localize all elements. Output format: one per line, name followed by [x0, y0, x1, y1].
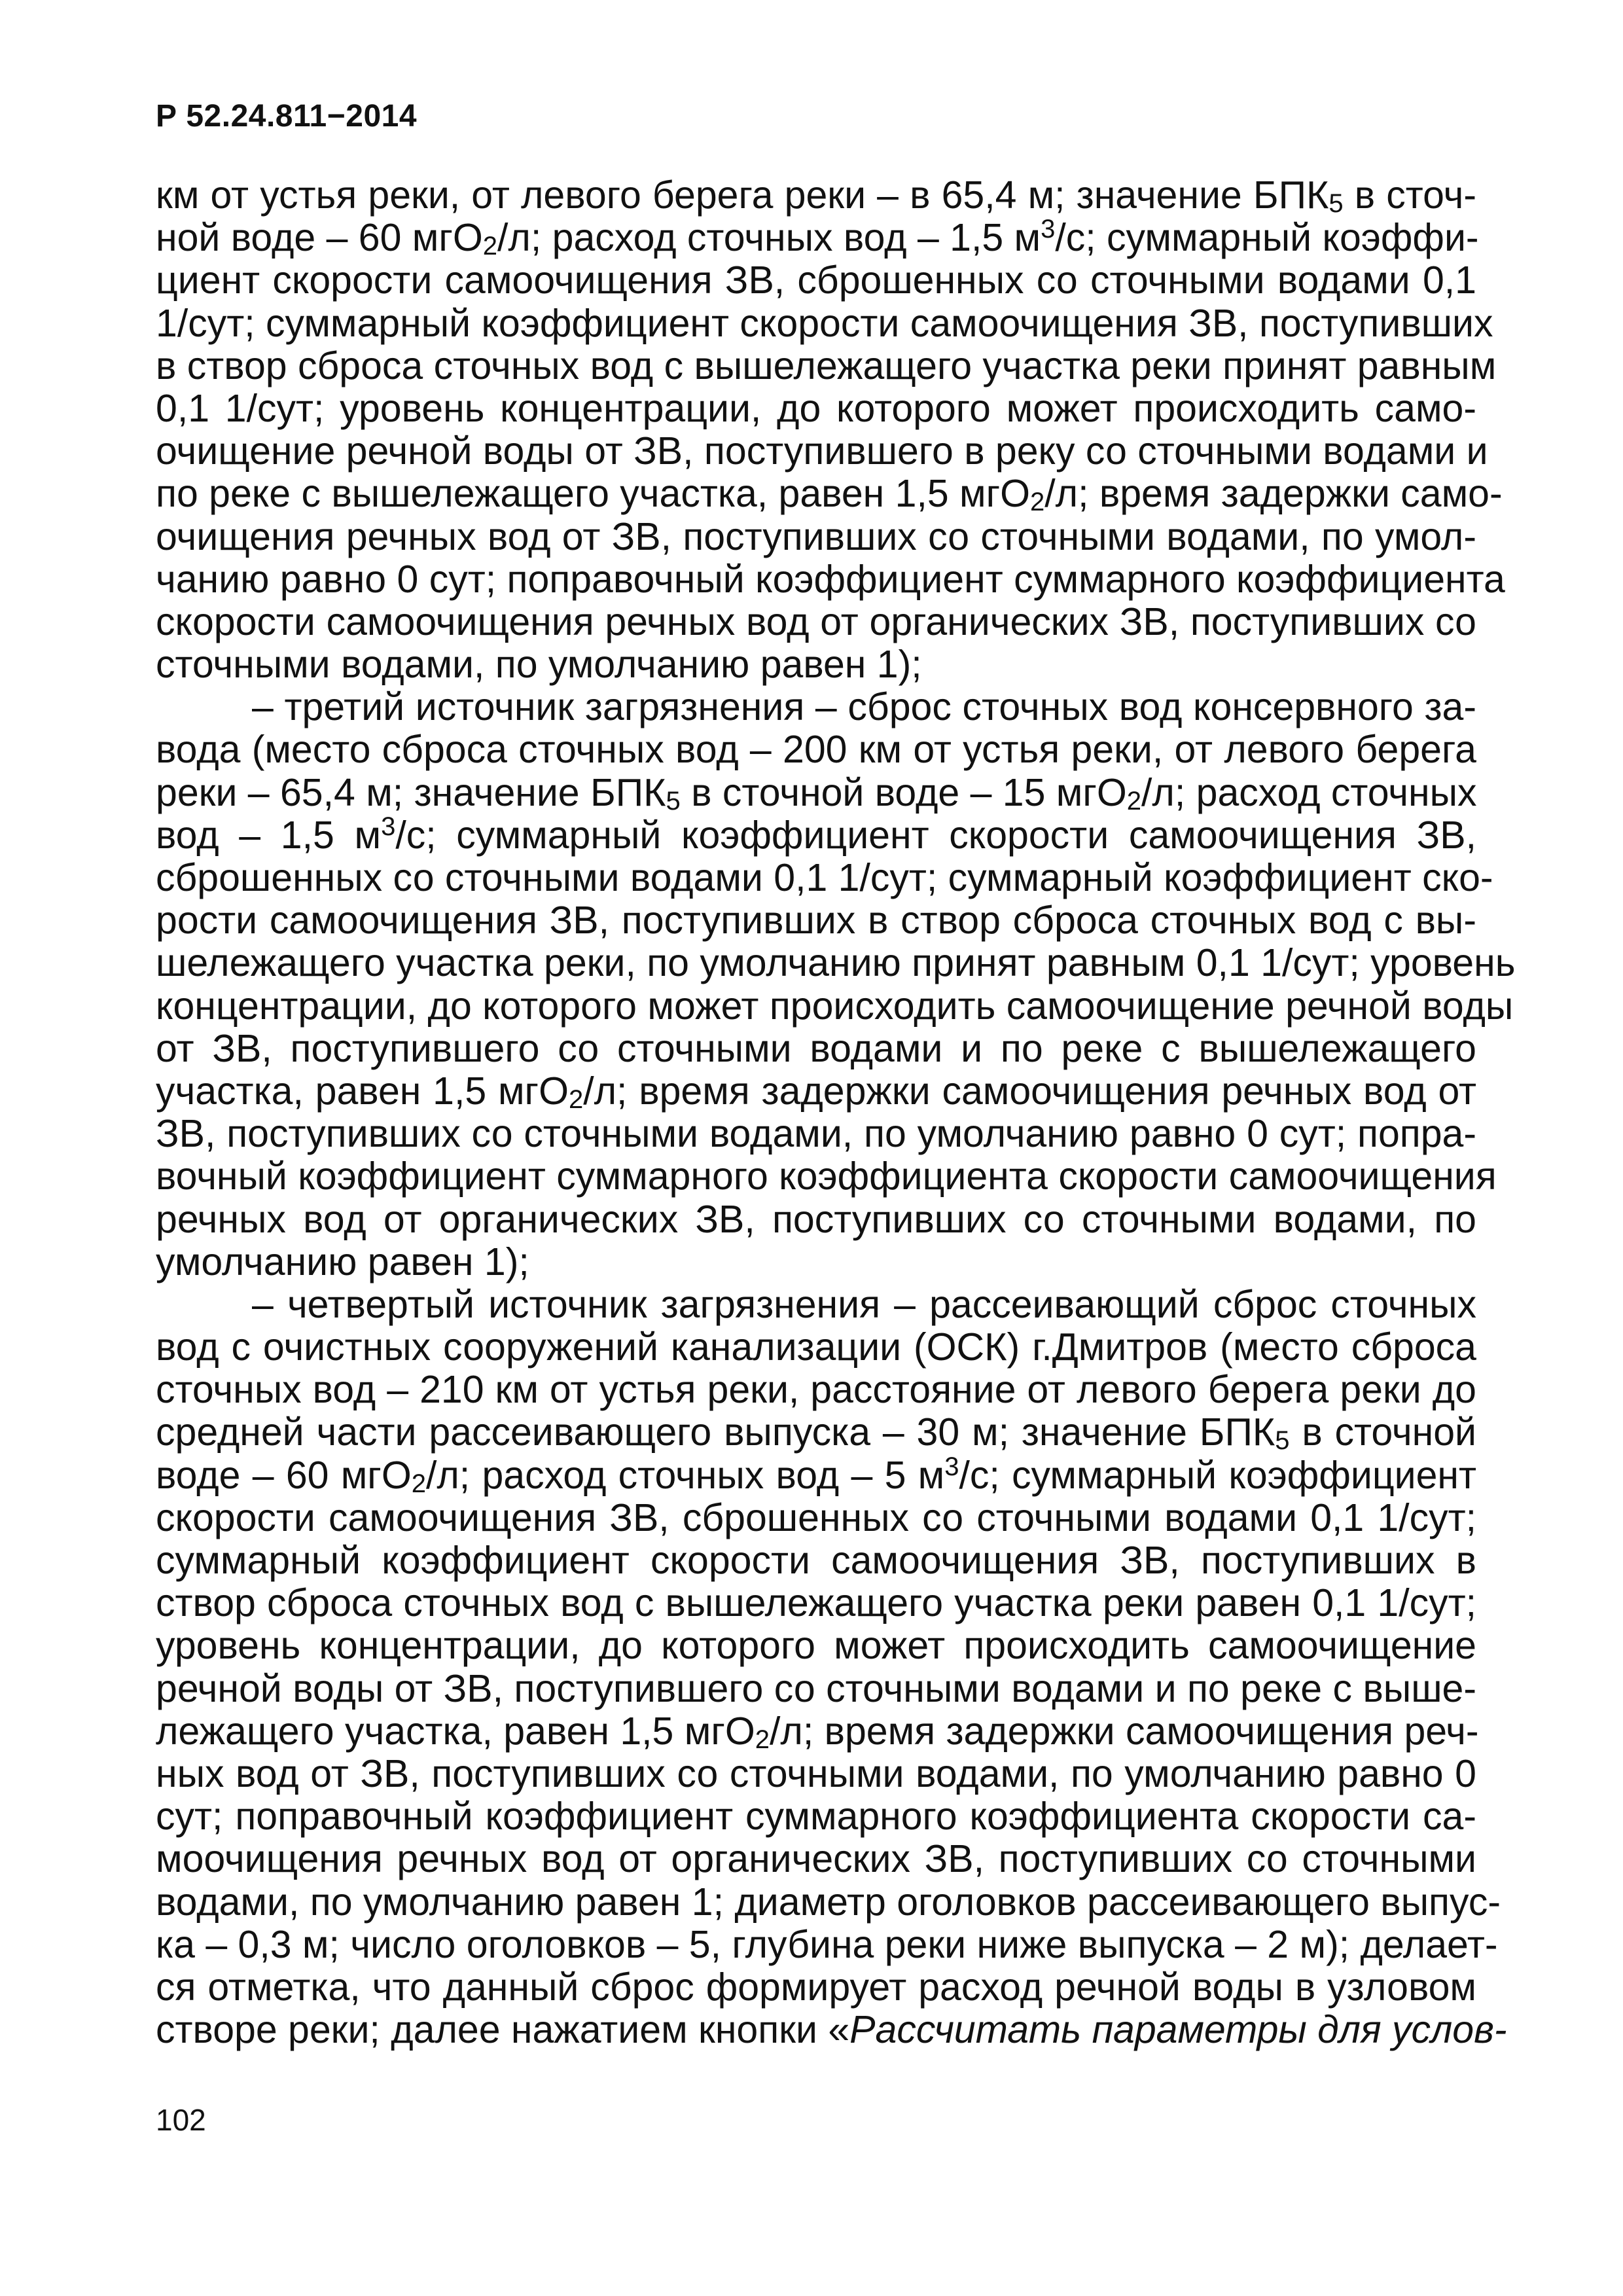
text-line — [156, 601, 1476, 643]
text-run: скорости самоочищения ЗВ, сброшенных со сточными водами 0,1 1/сут; — [156, 1496, 1476, 1539]
text-run: концентрации, до которого может происходить самоочищение речной воды — [156, 984, 1514, 1028]
text-run: створе реки; далее нажатием кнопки « — [156, 2008, 850, 2052]
text-run: вод – 1,5 м — [156, 813, 382, 857]
text-line — [156, 1966, 1476, 2009]
subscript: 5 — [666, 786, 681, 816]
text-run: чанию равно 0 сут; поправочный коэффициент суммарного коэффициента — [156, 557, 1505, 601]
text-run: воде – 60 мгО — [156, 1453, 412, 1497]
text-line — [156, 941, 1516, 985]
text-line — [156, 516, 1476, 558]
text-line — [156, 1369, 1476, 1411]
text-line — [156, 1241, 1476, 1283]
text-line — [156, 1326, 1476, 1369]
page-number: 102 — [156, 2103, 206, 2137]
text-line — [156, 301, 1493, 345]
subscript: 2 — [411, 1469, 426, 1498]
subscript: 2 — [1030, 488, 1045, 517]
text-run: сут; поправочный коэффициент суммарного коэффициента скорости са- — [156, 1795, 1476, 1839]
text-line — [156, 1070, 1476, 1113]
text-run: водами, по умолчанию равен 1; диаметр оголовков рассеивающего выпус- — [156, 1880, 1501, 1924]
text-run: /с; суммарный коэффициент скорости самоочищения ЗВ, — [395, 813, 1476, 857]
subscript: 2 — [1126, 786, 1142, 816]
text-run: участка, равен 1,5 мгО — [156, 1069, 569, 1113]
text-line — [156, 1411, 1476, 1454]
text-line — [156, 984, 1514, 1028]
text-line — [156, 643, 1476, 686]
text-run: суммарный коэффициент скорости самоочищения ЗВ, поступивших в — [156, 1539, 1476, 1582]
text-run: уровень концентрации, до которого может происходить самоочищение — [156, 1624, 1476, 1668]
document-header: Р 52.24.811−2014 — [156, 99, 418, 134]
text-line — [156, 472, 1503, 517]
text-line — [156, 1624, 1476, 1667]
text-run: в створ сброса сточных вод с вышележащего участка реки принят равным — [156, 344, 1497, 387]
text-run: сброшенных со сточными водами 0,1 1/сут; суммарный коэффициент ско- — [156, 856, 1493, 899]
text-run: ной воде – 60 мгО — [156, 216, 483, 260]
text-run: рости самоочищения ЗВ, поступивших в створ сброса сточных вод с вы- — [156, 899, 1476, 942]
text-line — [156, 174, 1476, 217]
text-run: очищение речной воды от ЗВ, поступившего в реку со сточными водами и — [156, 429, 1488, 473]
subscript: 2 — [482, 232, 498, 261]
text-run: /с; суммарный коэффициент — [959, 1453, 1476, 1497]
document-body — [156, 173, 1516, 2052]
superscript: 3 — [381, 812, 396, 841]
text-run: скорости самоочищения речных вод от органических ЗВ, поступивших со — [156, 600, 1476, 643]
text-run: ЗВ, поступивших со сточными водами, по умолчанию равно 0 сут; попра- — [156, 1112, 1476, 1156]
text-run: ся отметка, что данный сброс формирует расход речной воды в узловом — [156, 1965, 1476, 2009]
text-line — [156, 1283, 1476, 1326]
text-run: сточных вод – 210 км от устья реки, расстояние от левого берега реки до — [156, 1368, 1476, 1412]
superscript: 3 — [944, 1452, 959, 1481]
text-line — [156, 1539, 1476, 1582]
text-line — [156, 557, 1505, 601]
text-run: в сточ- — [1343, 173, 1476, 217]
text-run: средней части рассеивающего выпуска – 30 м; значение БПК — [156, 1410, 1275, 1454]
text-line — [156, 772, 1476, 814]
text-line — [156, 1880, 1501, 1924]
text-run: реки – 65,4 м; значение БПК — [156, 770, 666, 814]
text-run: в сточной — [1289, 1410, 1476, 1454]
text-line — [156, 1709, 1479, 1754]
text-line — [156, 899, 1476, 942]
text-run: км от устья реки, от левого берега реки – в 65,4 м; значение БПК — [156, 173, 1329, 217]
text-line — [156, 1795, 1476, 1838]
subscript: 5 — [1275, 1426, 1290, 1456]
text-run: вод с очистных сооружений канализации (ОСК) г.Дмитров (место сброса — [156, 1325, 1476, 1369]
text-run: по реке с вышележащего участка, равен 1,5 мгО — [156, 472, 1031, 516]
text-run: /л; расход сточных вод – 1,5 м — [497, 216, 1041, 260]
text-line — [156, 1922, 1498, 1966]
text-run: 1/сут; суммарный коэффициент скорости самоочищения ЗВ, поступивших — [156, 301, 1493, 345]
text-run: очищения речных вод от ЗВ, поступивших со сточными водами, по умол- — [156, 514, 1476, 558]
superscript: 3 — [1041, 215, 1056, 244]
text-run: створ сброса сточных вод с вышележащего участка реки равен 0,1 1/сут; — [156, 1581, 1476, 1625]
italic-text: Рассчитать параметры для услов- — [849, 2008, 1507, 2052]
text-run: вода (место сброса сточных вод – 200 км от устья реки, от левого берега — [156, 728, 1476, 772]
text-run: шележащего участка реки, по умолчанию принят равным 0,1 1/сут; уровень — [156, 941, 1516, 985]
text-line — [156, 856, 1493, 899]
text-line — [156, 728, 1476, 771]
text-run: умолчанию равен 1); — [156, 1240, 529, 1283]
text-line — [156, 1753, 1476, 1795]
text-run: /с; суммарный коэффи- — [1055, 216, 1479, 260]
text-run: – третий источник загрязнения – сброс сточных вод консервного за- — [252, 685, 1476, 729]
text-run: ка – 0,3 м; число оголовков – 5, глубина реки ниже выпуска – 2 м); делает- — [156, 1922, 1498, 1966]
text-line — [156, 686, 1476, 728]
text-line — [156, 1582, 1476, 1624]
text-line — [156, 1198, 1476, 1241]
text-run: моочищения речных вод от органических ЗВ, поступивших со сточными — [156, 1837, 1476, 1881]
text-run: циент скорости самоочищения ЗВ, сброшенных со сточными водами 0,1 — [156, 259, 1476, 302]
text-line — [156, 1838, 1476, 1880]
text-line — [156, 259, 1476, 302]
text-run: речных вод от органических ЗВ, поступивших со сточными водами, по — [156, 1197, 1476, 1241]
text-line — [156, 215, 1479, 261]
text-run: /л; расход сточных — [1141, 770, 1477, 814]
subscript: 2 — [568, 1085, 584, 1114]
text-line — [156, 1113, 1476, 1155]
text-run: /л; время задержки самоочищения речных вод от — [583, 1069, 1476, 1113]
subscript: 2 — [755, 1725, 770, 1754]
text-line — [156, 1155, 1497, 1198]
text-run: /л; время задержки само- — [1044, 472, 1503, 516]
text-run: 0,1 1/сут; уровень концентрации, до которого может происходить само- — [156, 386, 1476, 430]
text-line — [156, 1497, 1476, 1539]
text-run: от ЗВ, поступившего со сточными водами и по реке с вышележащего — [156, 1026, 1476, 1070]
text-run: ных вод от ЗВ, поступивших со сточными водами, по умолчанию равно 0 — [156, 1751, 1476, 1795]
text-run: лежащего участка, равен 1,5 мгО — [156, 1709, 755, 1753]
text-line — [156, 1668, 1476, 1710]
text-line — [156, 1028, 1476, 1070]
text-line — [156, 2008, 1507, 2052]
text-line — [156, 814, 1476, 857]
text-run: в сточной воде – 15 мгО — [680, 770, 1127, 814]
text-run: сточными водами, по умолчанию равен 1); — [156, 643, 922, 687]
text-line — [156, 1454, 1476, 1497]
text-run: /л; расход сточных вод – 5 м — [425, 1453, 945, 1497]
text-run: вочный коэффициент суммарного коэффициента скорости самоочищения — [156, 1155, 1497, 1198]
text-line — [156, 429, 1488, 473]
text-run: /л; время задержки самоочищения реч- — [770, 1709, 1479, 1753]
text-line — [156, 387, 1476, 430]
text-line — [156, 344, 1497, 387]
text-run: речной воды от ЗВ, поступившего со сточными водами и по реке с выше- — [156, 1666, 1476, 1710]
text-run: – четвертый источник загрязнения – рассеивающий сброс сточных — [252, 1282, 1476, 1326]
subscript: 5 — [1329, 189, 1344, 218]
